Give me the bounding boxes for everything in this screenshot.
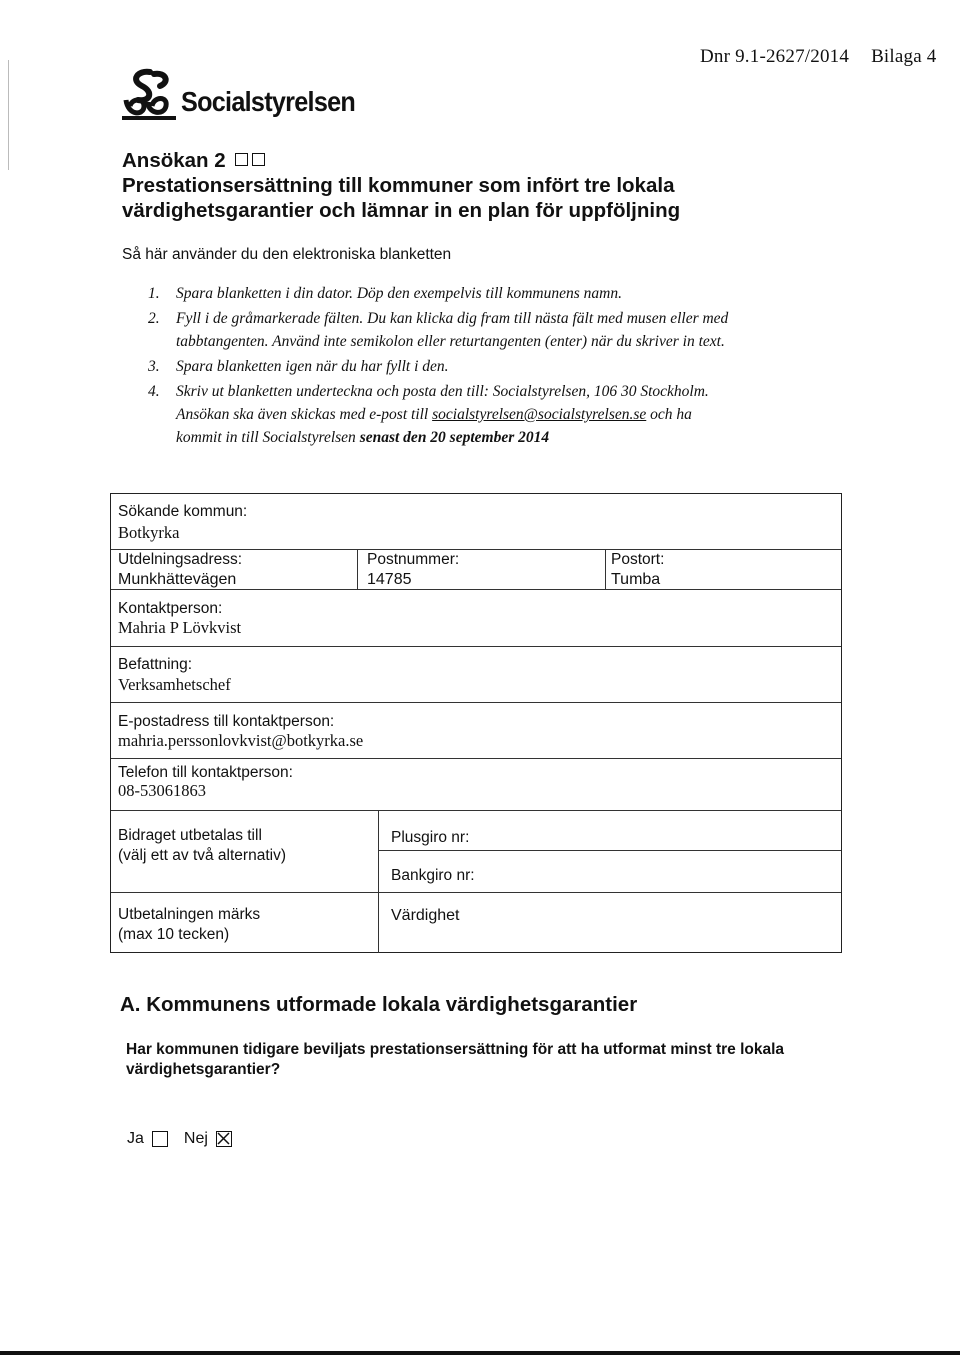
ja-label: Ja	[127, 1130, 144, 1147]
postnummer-label: Postnummer:	[367, 551, 460, 568]
plusgiro-label[interactable]: Plusgiro nr:	[391, 829, 470, 846]
kontaktperson-field[interactable]: Mahria P Lövkvist	[118, 618, 242, 637]
postort-field[interactable]: Tumba	[611, 571, 661, 588]
divider	[111, 702, 841, 703]
logo-wordmark: Socialstyrelsen	[181, 86, 356, 117]
title-line-1: Ansökan 2	[122, 148, 842, 173]
markning-label-line-1: Utbetalningen märks	[118, 906, 261, 923]
instructions-list	[148, 282, 808, 449]
divider	[111, 549, 841, 550]
page-bottom-border	[0, 1351, 960, 1355]
kommun-label: Sökande kommun:	[118, 503, 248, 520]
socialstyrelsen-emblem-icon	[120, 66, 178, 122]
section-a-heading: A. Kommunens utformade lokala värdighetsgarantier	[120, 993, 638, 1016]
title-checkbox-1	[235, 153, 248, 166]
instruction-step-2: 2. Fyll i de gråmarkerade fälten. Du kan klicka dig fram till nästa fält med musen eller med tabbtangenten. Använd inte semikolon eller returtangenten (enter) när du skriver in text.	[148, 310, 729, 350]
markning-field[interactable]: Värdighet	[391, 907, 460, 924]
kommun-field[interactable]: Botkyrka	[118, 523, 180, 542]
epost-field[interactable]: mahria.perssonlovkvist@botkyrka.se	[118, 731, 364, 750]
section-a-question: Har kommunen tidigare beviljats prestationsersättning för att ha utformat minst tre lokala värdighetsgarantier?	[126, 1041, 785, 1078]
divider	[111, 892, 841, 893]
telefon-label: Telefon till kontaktperson:	[118, 764, 293, 781]
divider	[378, 810, 379, 953]
divider	[111, 810, 841, 811]
bidrag-label-line-2: (välj ett av två alternativ)	[118, 847, 286, 864]
application-form	[110, 493, 842, 953]
kontaktperson-label: Kontaktperson:	[118, 600, 223, 617]
dnr-number: Dnr 9.1-2627/2014	[700, 46, 850, 67]
befattning-field[interactable]: Verksamhetschef	[118, 675, 231, 694]
epost-label: E-postadress till kontaktperson:	[118, 713, 335, 730]
instruction-step-1: 1. Spara blanketten i din dator. Döp den exempelvis till kommunens namn.	[148, 285, 622, 302]
instruction-step-4-deadline: kommit in till Socialstyrelsen senast den 20 september 2014	[176, 429, 550, 446]
divider	[111, 646, 841, 647]
socialstyrelsen-logo	[120, 62, 374, 122]
checked-x-icon	[217, 1132, 230, 1145]
document-reference	[700, 46, 937, 68]
nej-checkbox[interactable]	[216, 1131, 232, 1147]
divider	[357, 550, 358, 589]
bidrag-label-line-1: Bidraget utbetalas till	[118, 827, 262, 844]
form-title	[122, 148, 842, 223]
divider	[378, 850, 841, 851]
adress-label: Utdelningsadress:	[118, 551, 243, 568]
divider	[605, 550, 606, 589]
markning-label-line-2: (max 10 tecken)	[118, 926, 230, 943]
scan-edge-line	[8, 60, 9, 170]
bilaga-label: Bilaga 4	[871, 46, 937, 67]
nej-label: Nej	[183, 1130, 208, 1147]
email-link[interactable]: socialstyrelsen@socialstyrelsen.se	[432, 406, 647, 423]
instructions-heading: Så här använder du den elektroniska blanketten	[122, 246, 452, 263]
postort-label: Postort:	[611, 551, 665, 568]
adress-field[interactable]: Munkhättevägen	[118, 571, 237, 588]
divider	[111, 758, 841, 759]
deadline: senast den 20 september 2014	[359, 429, 550, 446]
instruction-step-4: 4. Skriv ut blanketten underteckna och posta den till: Socialstyrelsen, 106 30 Stockholm.	[148, 383, 709, 400]
title-checkbox-2	[252, 153, 265, 166]
title-line-3: värdighetsgarantier och lämnar in en plan för uppföljning	[122, 199, 681, 222]
bankgiro-label[interactable]: Bankgiro nr:	[391, 867, 475, 884]
befattning-label: Befattning:	[118, 656, 193, 673]
telefon-field[interactable]: 08-53061863	[118, 781, 206, 800]
title-line-2: Prestationsersättning till kommuner som infört tre lokala	[122, 174, 675, 197]
ja-checkbox[interactable]	[152, 1131, 168, 1147]
postnummer-field[interactable]: 14785	[367, 571, 412, 588]
divider	[111, 589, 841, 590]
answer-options	[127, 1130, 248, 1148]
instruction-step-3: 3. Spara blanketten igen när du har fyllt i den.	[148, 358, 449, 375]
instruction-step-4-email: Ansökan ska även skickas med e-post till socialstyrelsen@socialstyrelsen.se och ha	[176, 406, 692, 423]
